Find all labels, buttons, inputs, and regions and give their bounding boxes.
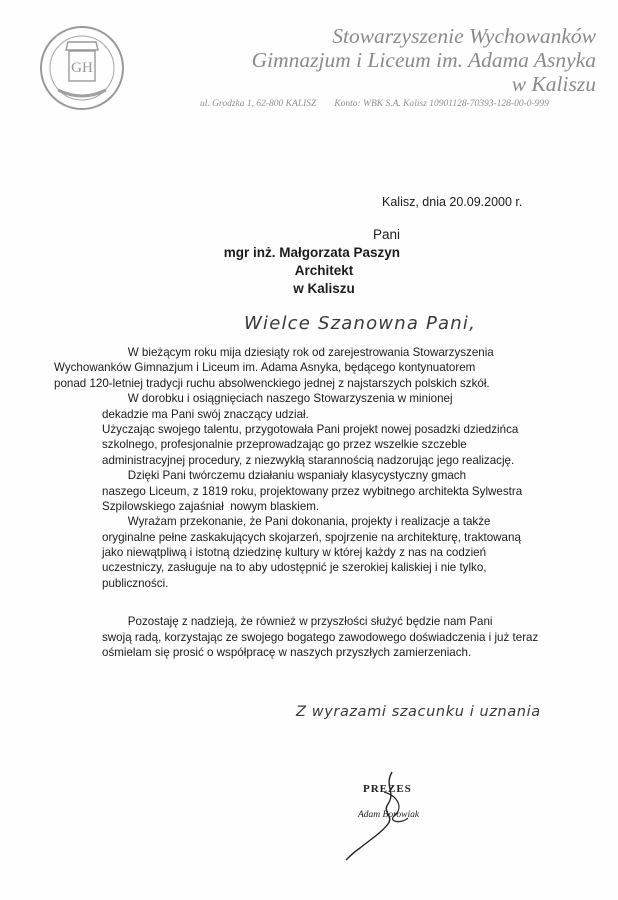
body-line: Wychowanków Gimnazjum i Liceum im. Adama Asnyka, będącego kontynuatorem <box>54 361 476 375</box>
body-line: ponad 120-letniej tradycji ruchu absolwenckiego jednej z najstarszych polskich szkół. <box>54 376 490 390</box>
org-line-1: Stowarzyszenie Wychowanków <box>332 24 596 48</box>
body-line: Dzięki Pani twórczemu działaniu wspaniały klasycystyczny gmach <box>102 469 467 483</box>
body-line: administracyjnej procedury, z niezwykłą starannością nadzorując jego realizację. <box>102 453 515 467</box>
body-line: naszego Liceum, z 1819 roku, projektowany przez wybitnego architekta Sylwestra <box>102 484 523 498</box>
letter-body <box>54 345 542 660</box>
street-address: ul. Grodzka 1, 62-800 KALISZ <box>200 99 317 109</box>
body-line: uczestniczy, zasługuje na to aby udostępnić je szerokiej kaliskiej i nie tylko, <box>102 561 487 575</box>
recipient-city: w Kaliszu <box>293 281 355 296</box>
body-line: Wyrażam przekonanie, że Pani dokonania, projekty i realizacje a także <box>102 515 491 529</box>
svg-text:GH: GH <box>71 60 93 76</box>
handwritten-salutation <box>242 307 482 337</box>
body-line: publiczności. <box>102 576 169 590</box>
recipient-profession: Architekt <box>294 263 354 278</box>
recipient-title: Pani <box>372 227 400 242</box>
org-line-3: w Kaliszu <box>511 72 596 96</box>
body-line: oryginalne pełne zaskakujących skojarzeń, spojrzenie na architekturę, traktowaną <box>102 530 521 544</box>
body-line: Szpilowskiego zajaśniał nowym blaskiem. <box>102 499 320 513</box>
signatory-name: Adam Borowiak <box>358 810 420 820</box>
address-line <box>200 99 600 109</box>
body-line: W dorobku i osiągnięciach naszego Stowarzyszenia w minionej <box>102 392 453 406</box>
body-line: szkolnego, profesjonalnie przeprowadzając go przez wszelkie szczeble <box>102 438 467 452</box>
handwritten-closing <box>294 697 584 723</box>
body-line: W bieżącym roku mija dziesiąty rok od zarejestrowania Stowarzyszenia <box>102 346 494 359</box>
salutation-text: Wielce Szanowna Pani, <box>244 313 476 334</box>
closing-line: Pozostaję z nadzieją, że również w przyszłości służyć będzie nam Pani <box>102 615 493 629</box>
recipient-block <box>190 226 400 298</box>
closing-line: swoją radą, korzystając ze swojego bogatego zawodowego doświadczenia i już teraz <box>102 630 539 644</box>
closing-line: ośmielam się prosić o współpracę w naszych przyszłych zamierzeniach. <box>102 646 472 660</box>
association-emblem-icon <box>38 24 126 112</box>
body-line: Użyczając swojego talentu, przygotowała Pani projekt nowej posadzki dziedzińca <box>102 422 519 436</box>
closing-handwritten-text: Z wyrazami szacunku i uznania <box>296 704 541 720</box>
handwritten-signature <box>300 752 420 862</box>
org-line-2: Gimnazjum i Liceum im. Adama Asnyka <box>251 48 596 72</box>
recipient-name: mgr inż. Małgorzata Paszyn <box>223 245 400 260</box>
body-line: dekadzie ma Pani swój znaczący udział. <box>102 407 309 421</box>
body-line: jako niewątpliwą i istotną dziedzinę kultury w której każdy z nas na codzień <box>102 546 487 560</box>
bank-account: Konto: WBK S.A. Kalisz 10901128-70393-128-00-0-999 <box>334 99 549 109</box>
organization-name <box>176 24 596 96</box>
letter-date: Kalisz, dnia 20.09.2000 r. <box>382 195 523 209</box>
signatory-title: PREZES <box>363 783 412 795</box>
